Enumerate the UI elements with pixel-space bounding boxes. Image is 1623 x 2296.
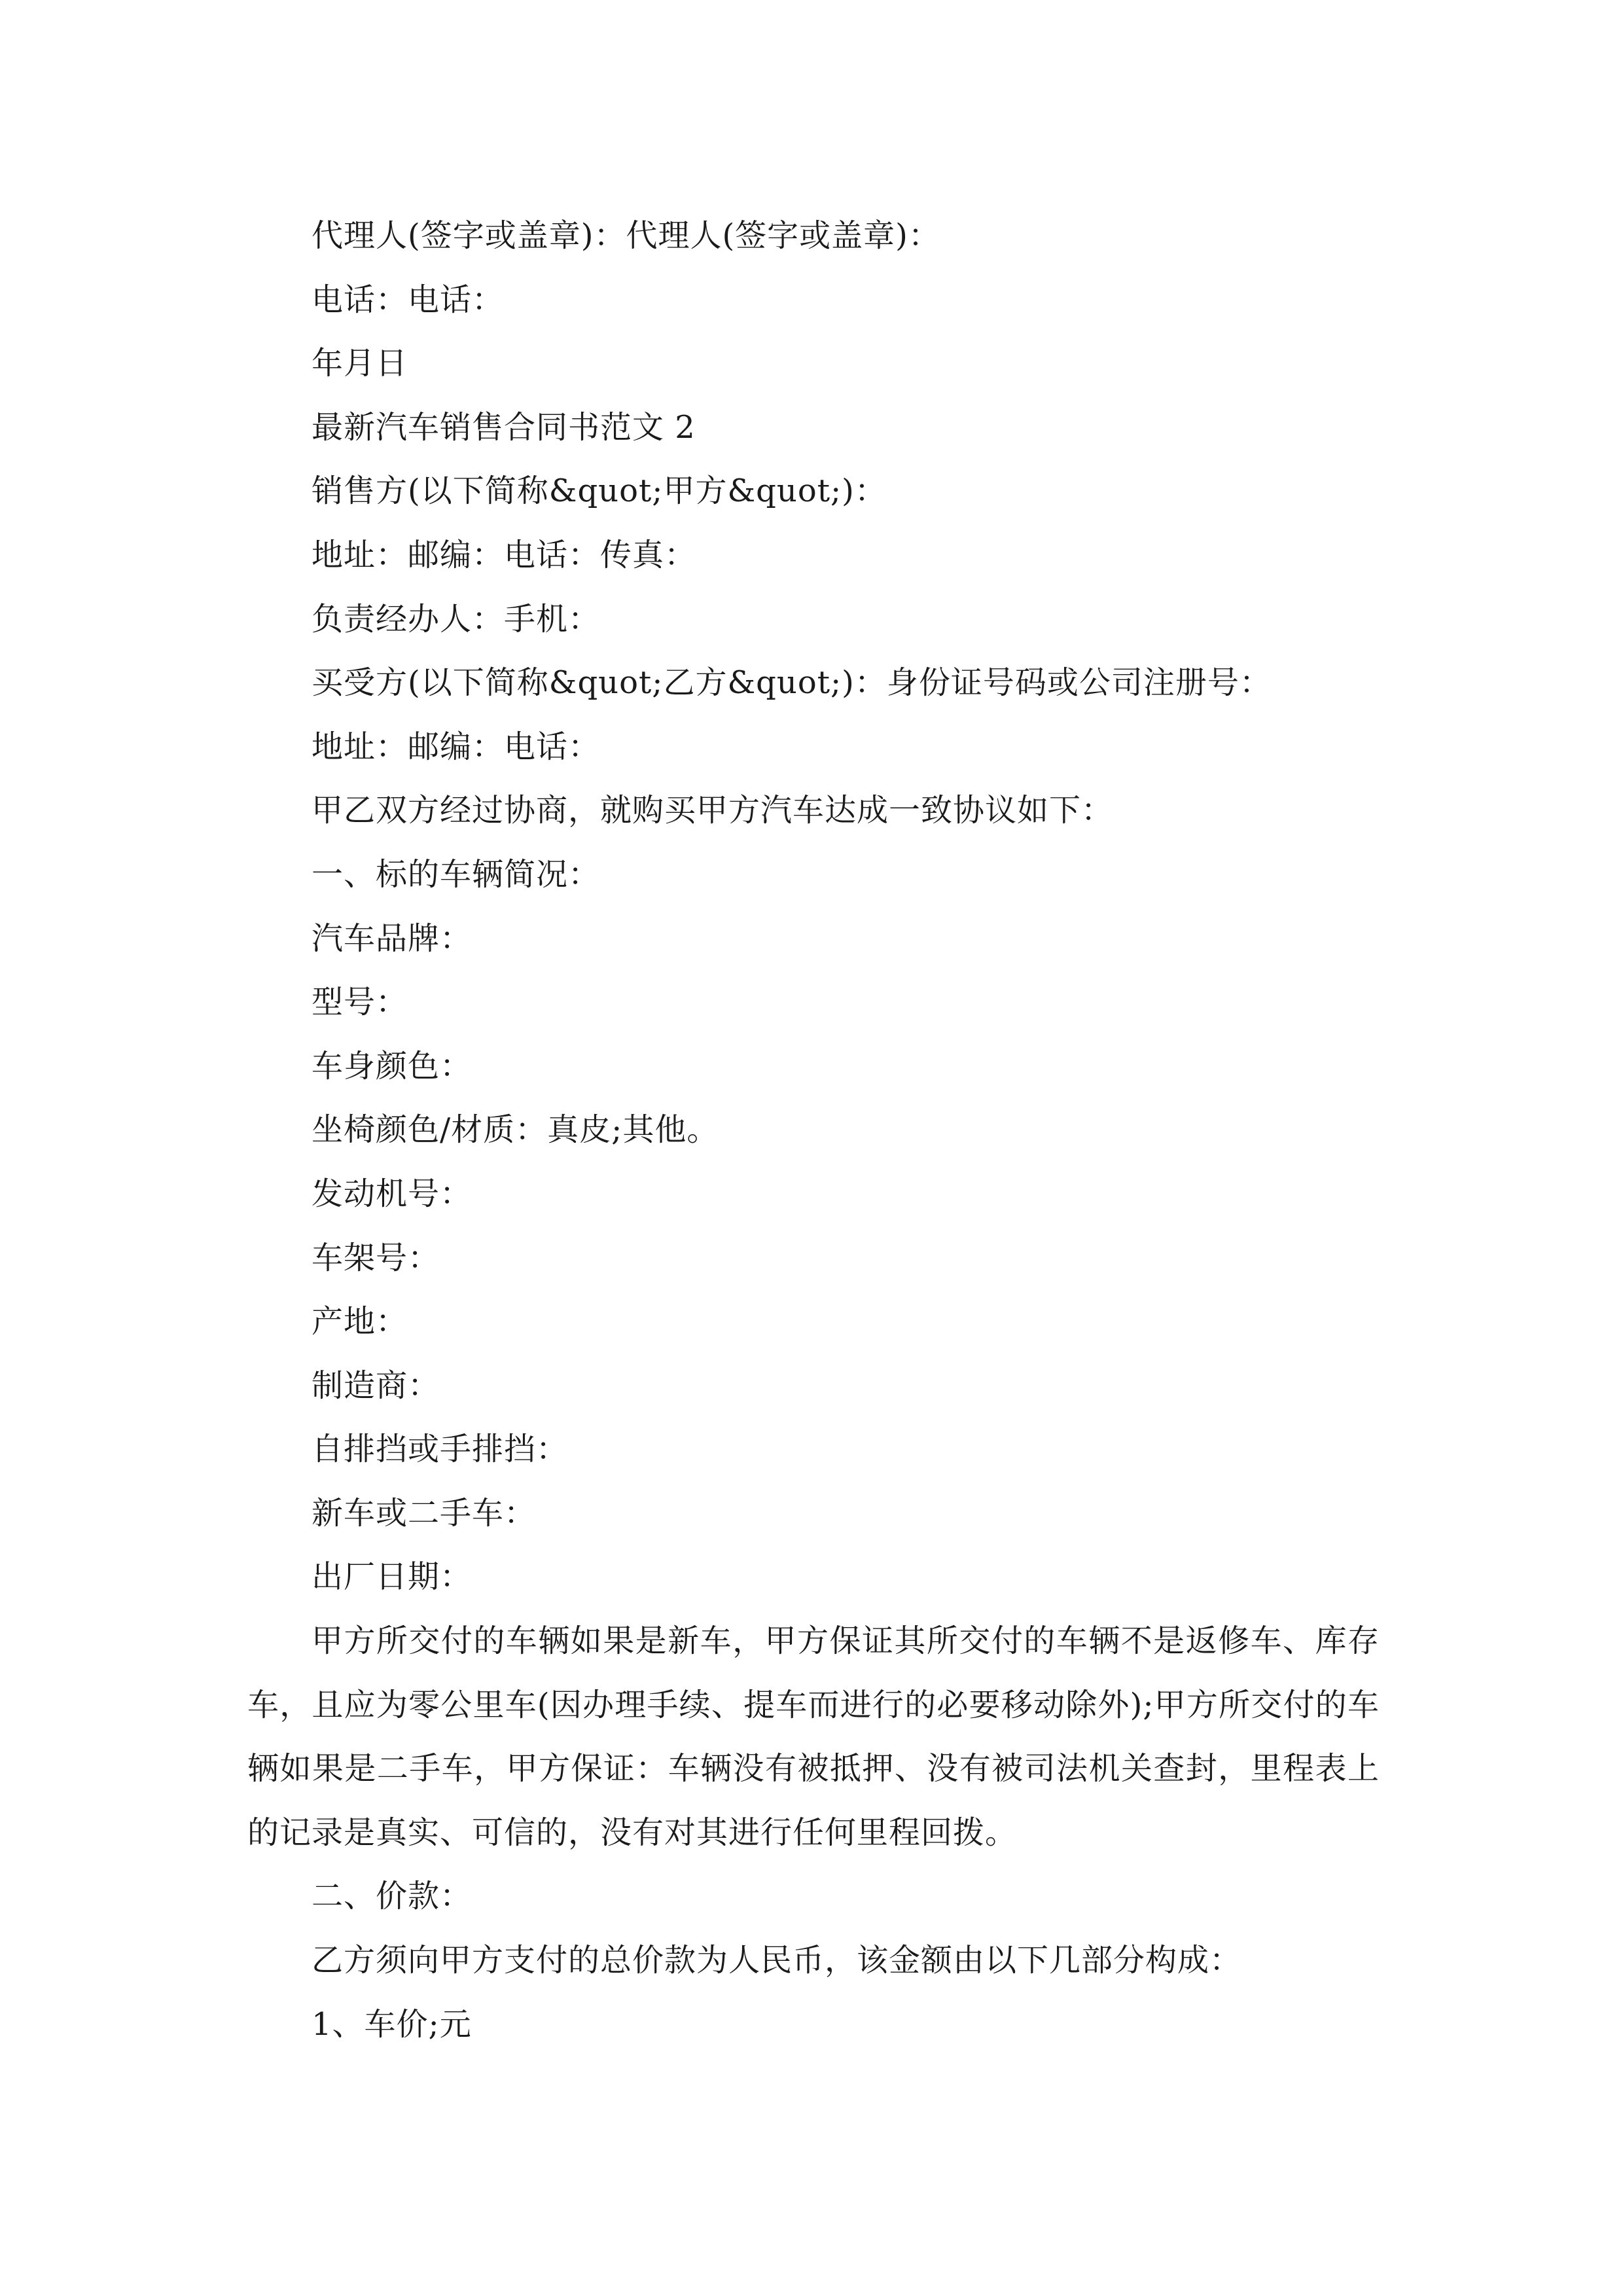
- seller-address-line: 地址：邮编：电话：传真：: [312, 536, 697, 573]
- section-heading-vehicle: 一、标的车辆简况：: [312, 855, 601, 893]
- car-price-line: 1、车价;元: [312, 2005, 472, 2043]
- seller-contact-line: 负责经办人：手机：: [312, 600, 601, 637]
- date-line: 年月日: [312, 345, 408, 382]
- total-price-line: 乙方须向甲方支付的总价款为人民币，该金额由以下几部分构成：: [312, 1942, 1242, 1979]
- field-origin: 产地：: [312, 1303, 408, 1340]
- field-brand: 汽车品牌：: [312, 920, 473, 957]
- field-body-color: 车身颜色：: [312, 1047, 473, 1085]
- document-title: 最新汽车销售合同书范文 2: [312, 408, 696, 446]
- seller-line: 销售方(以下简称&quot;甲方&quot;)：: [312, 473, 887, 510]
- field-manufacturer: 制造商：: [312, 1367, 440, 1404]
- vehicle-guarantee-paragraph: 甲方所交付的车辆如果是新车，甲方保证其所交付的车辆不是返修车、库存车，且应为零公里车(因办理手续、提车而进行的必要移动除外);甲方所交付的车辆如果是二手车，甲方保证：车辆没有被抵押、没有被司法机关查封，里程表上的记录是真实、可信的，没有对其进行任何里程回拨。: [247, 1623, 1380, 1851]
- field-frame-number: 车架号：: [312, 1239, 440, 1276]
- field-new-or-used: 新车或二手车：: [312, 1494, 537, 1532]
- field-model: 型号：: [312, 984, 408, 1021]
- agreement-intro: 甲乙双方经过协商，就购买甲方汽车达成一致协议如下：: [312, 792, 1114, 829]
- section-heading-price: 二、价款：: [312, 1878, 473, 1915]
- document-body: [247, 204, 1380, 2056]
- field-manufacture-date: 出厂日期：: [312, 1558, 473, 1596]
- buyer-address-line: 地址：邮编：电话：: [312, 728, 601, 765]
- phone-line: 电话：电话：: [312, 281, 505, 318]
- buyer-line: 买受方(以下简称&quot;乙方&quot;)：身份证号码或公司注册号：: [312, 664, 1272, 702]
- field-engine-number: 发动机号：: [312, 1175, 473, 1212]
- field-transmission: 自排挡或手排挡：: [312, 1431, 569, 1468]
- field-seat-material: 坐椅颜色/材质：真皮;其他。: [312, 1111, 719, 1149]
- agent-signature-line: 代理人(签字或盖章)：代理人(签字或盖章)：: [312, 217, 940, 254]
